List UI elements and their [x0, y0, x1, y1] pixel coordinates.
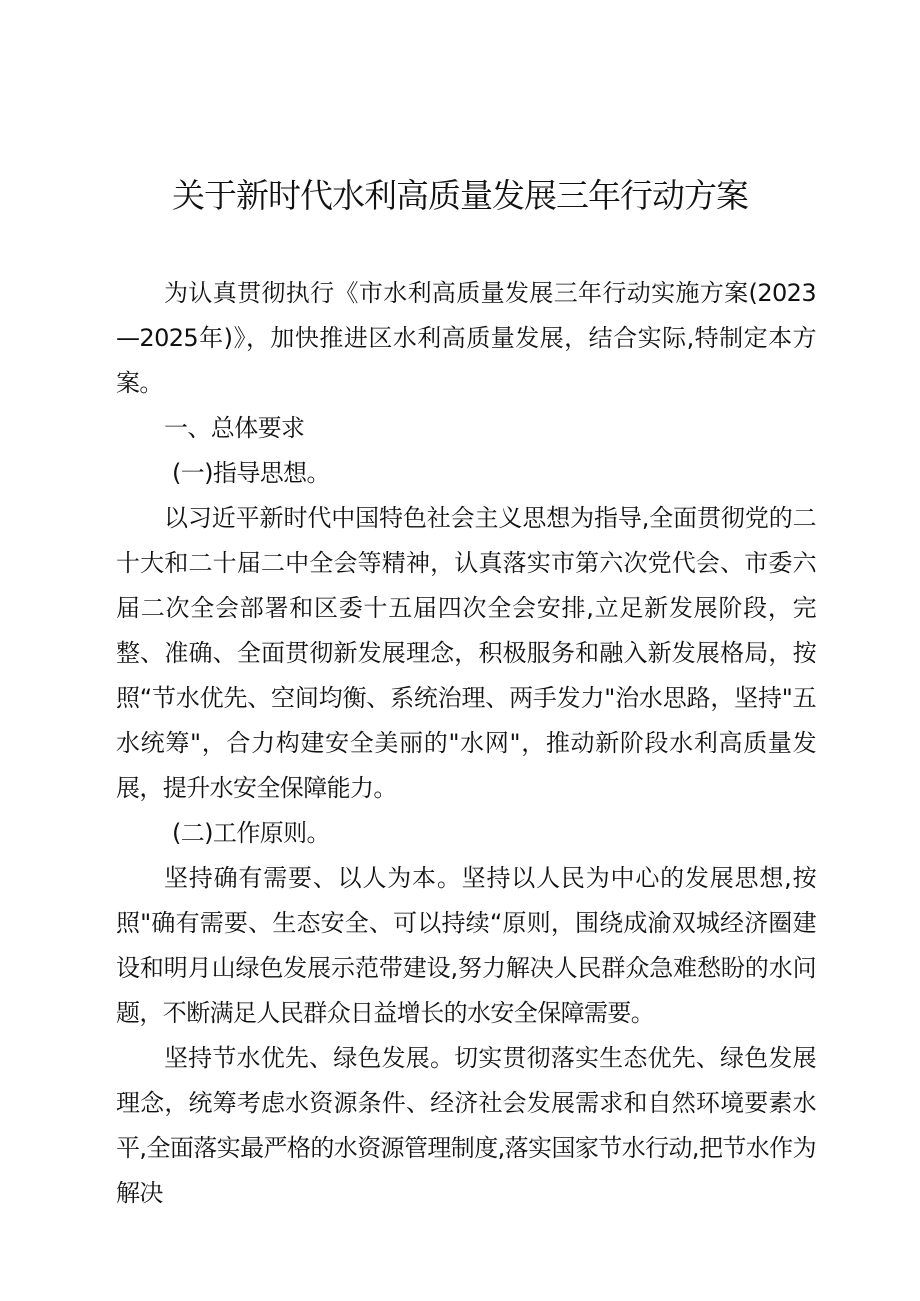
principle-paragraph-people-oriented: 坚持确有需要、以人为本。坚持以人民为中心的发展思想,按照"确有需要、生态安全、可以持续“原则，围绕成渝双城经济圈建设和明月山绿色发展示范带建设,努力解决人民群众急难愁盼的水问题，不断满足人民群众日益增长的水安全保障需要。 [116, 864, 816, 1027]
document-body [116, 271, 816, 1216]
subsection-heading-guiding-ideology: (一)指导思想。 [172, 459, 330, 487]
guiding-ideology-paragraph: 以习近平新时代中国特色社会主义思想为指导,全面贯彻党的二十大和二十届二中全会等精神，认真落实市第六次党代会、市委六届二次全会部署和区委十五届四次全会安排,立足新发展阶段，完整、准确、全面贯彻新发展理念，积极服务和融入新发展格局，按照“节水优先、空间均衡、系统治理、两手发力"治水思路，坚持"五水统筹"，合力构建安全美丽的"水网"，推动新阶段水利高质量发展，提升水安全保障能力。 [116, 504, 816, 802]
section-heading-general-requirements: 一、总体要求 [164, 414, 305, 442]
subsection-heading-work-principles: (二)工作原则。 [172, 819, 330, 847]
principle-paragraph-water-saving: 坚持节水优先、绿色发展。切实贯彻落实生态优先、绿色发展理念，统筹考虑水资源条件、经济社会发展需求和自然环境要素水平,全面落实最严格的水资源管理制度,落实国家节水行动,把节水作为解决 [116, 1044, 816, 1207]
intro-paragraph: 为认真贯彻执行《市水利高质量发展三年行动实施方案(2023—2025年)》，加快推进区水利高质量发展，结合实际,特制定本方案。 [116, 279, 816, 397]
document-title: 关于新时代水利高质量发展三年行动方案 [172, 176, 748, 215]
